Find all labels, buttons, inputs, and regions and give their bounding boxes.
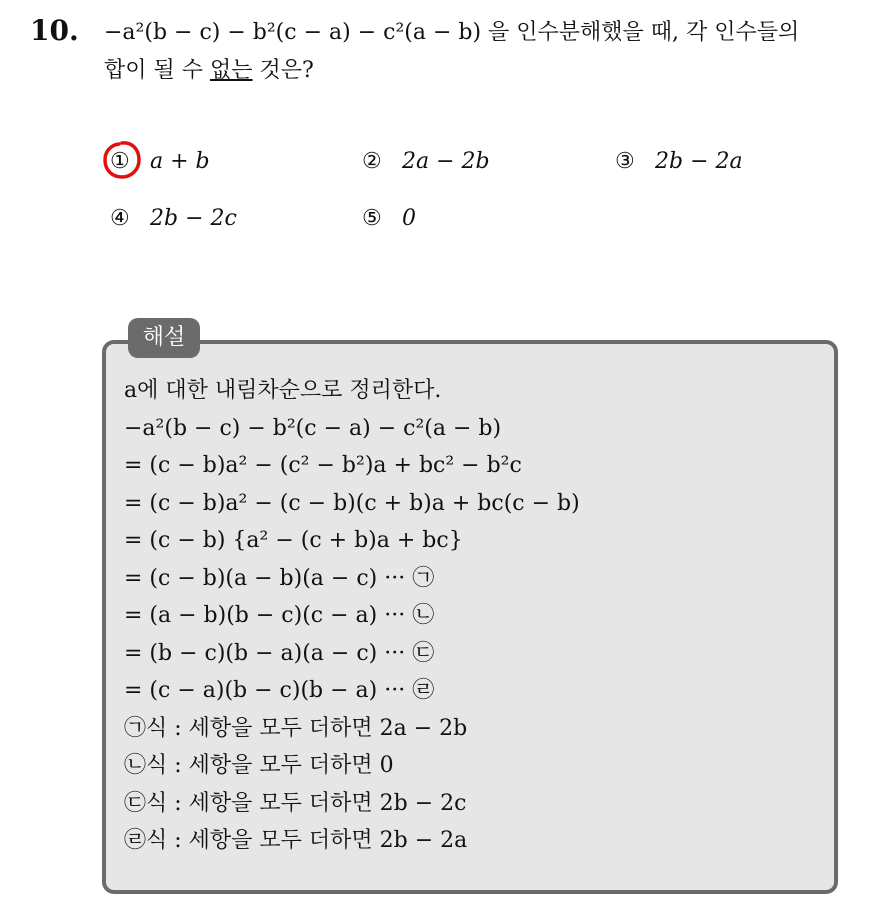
solution-line: = (c − a)(b − c)(b − a) ··· ㉣: [124, 678, 435, 703]
choice-2-mark: ②: [362, 149, 382, 174]
choice-2[interactable]: [362, 142, 490, 182]
question-number: 10.: [30, 14, 79, 47]
choice-5[interactable]: [362, 199, 416, 239]
solution-line: ㉣식 : 세항을 모두 더하면 2b − 2a: [124, 828, 468, 853]
answer-choices: [110, 142, 810, 242]
question-line-2-pre: 합이 될 수: [104, 58, 210, 83]
choice-4[interactable]: [110, 199, 237, 239]
solution-line: ㉡식 : 세항을 모두 더하면 0: [124, 753, 394, 778]
solution-line: = (c − b)a² − (c − b)(c + b)a + bc(c − b): [124, 490, 580, 516]
choice-5-value: 0: [402, 206, 416, 231]
solution-lines: [124, 372, 824, 860]
solution-line: ㉠식 : 세항을 모두 더하면 2a − 2b: [124, 715, 468, 741]
solution-tag: 해설: [128, 318, 200, 358]
solution-line: = (c − b)a² − (c² − b²)a + bc² − b²c: [124, 453, 522, 478]
choice-5-mark: ⑤: [362, 206, 382, 231]
choice-1-mark: ①: [110, 149, 130, 174]
question-line-2: [104, 52, 864, 90]
solution-line: a에 대한 내림차순으로 정리한다.: [124, 378, 442, 403]
choice-1-value: a + b: [150, 149, 210, 174]
solution-line: = (c − b)(a − b)(a − c) ··· ㉠: [124, 565, 435, 591]
solution-line: = (a − b)(b − c)(c − a) ··· ㉡: [124, 603, 435, 628]
solution-line: −a²(b − c) − b²(c − a) − c²(a − b): [124, 415, 502, 441]
choice-4-value: 2b − 2c: [150, 206, 237, 231]
question-text: [104, 14, 864, 90]
question-line-1: −a²(b − c) − b²(c − a) − c²(a − b) 을 인수분해했을 때, 각 인수들의: [104, 20, 800, 45]
choice-3-value: 2b − 2a: [655, 149, 743, 174]
solution-line: ㉢식 : 세항을 모두 더하면 2b − 2c: [124, 790, 467, 816]
choice-3[interactable]: [615, 142, 743, 182]
choice-3-mark: ③: [615, 149, 635, 174]
solution-line: = (b − c)(b − a)(a − c) ··· ㉢: [124, 640, 435, 666]
choice-2-value: 2a − 2b: [402, 149, 490, 174]
answer-circle-mark: [102, 140, 142, 180]
solution-line: = (c − b) {a² − (c + b)a + bc}: [124, 528, 463, 553]
choice-4-mark: ④: [110, 206, 130, 231]
question-underlined-word: 없는: [210, 58, 253, 83]
question-line-2-post: 것은?: [252, 58, 314, 83]
